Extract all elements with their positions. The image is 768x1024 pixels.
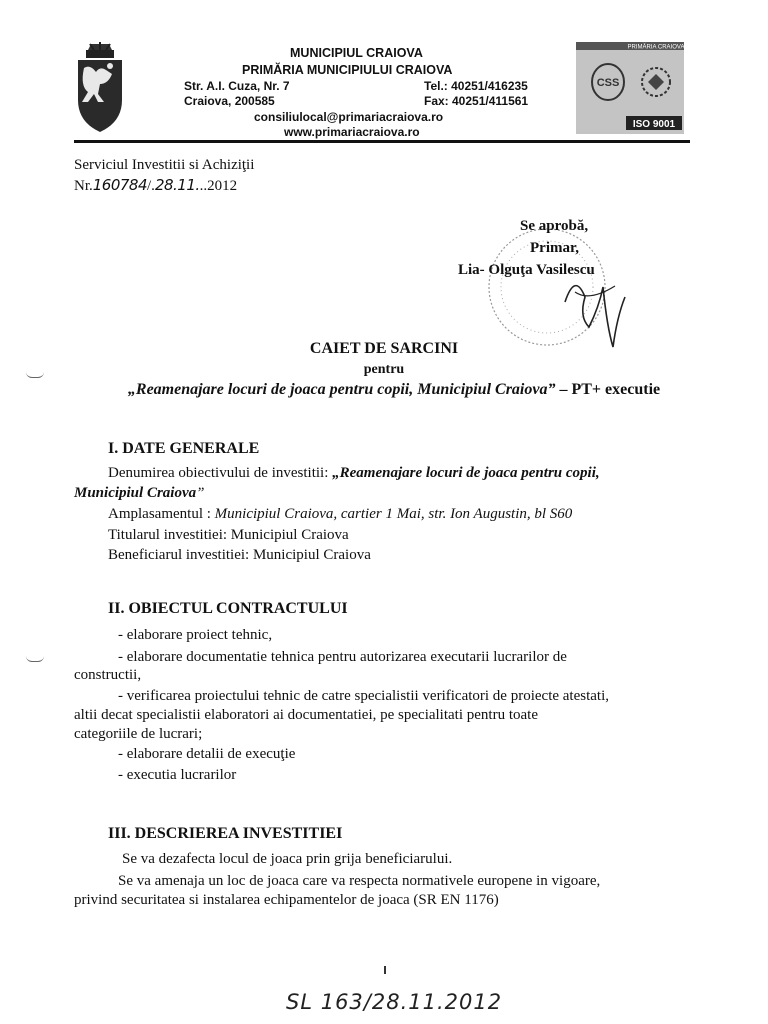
municipality-name: MUNICIPIUL CRAIOVA [290, 46, 423, 60]
contract-item: - verificarea proiectului tehnic de catre specialistii verificatori de proiecte atestati, [118, 688, 610, 704]
location-value: Municipiul Craiova, cartier 1 Mai, str. Ion Augustin, bl S60 [214, 506, 573, 522]
cert-top-label: PRIMĂRIA CRAIOVA [627, 44, 684, 51]
section-3-heading: III. DESCRIEREA INVESTITIEI [108, 825, 343, 842]
description-paragraph: Se va amenaja un loc de joaca care va respecta normativele europene in vigoare, [118, 873, 601, 889]
title-connector: pentru [363, 362, 405, 377]
objective-name-line: Denumirea obiectivului de investitii: „Reamenajare locuri de joaca pentru copii, [108, 465, 600, 481]
investment-beneficiary: Beneficiarul investitiei: Municipiul Craiova [108, 547, 371, 563]
fax: Fax: 40251/411561 [424, 94, 529, 108]
project-title [10, 381, 768, 399]
approver-name: Lia- Olguţa Vasilescu [458, 262, 595, 278]
city-postal-code: Craiova, 200585 [184, 94, 275, 108]
objective-name-continuation: Municipiul Craiova” [74, 485, 205, 501]
year: 2012 [207, 178, 238, 194]
contract-item-continuation: constructii, [74, 667, 142, 683]
page-mark [384, 966, 386, 974]
city-hall-name: PRIMĂRIA MUNICIPIULUI CRAIOVA [242, 63, 453, 77]
registration-number: Nr.160784/.28.11...2012 [74, 176, 238, 194]
telephone: Tel.: 40251/416235 [424, 79, 528, 93]
document-title: CAIET DE SARCINI [309, 340, 459, 357]
nr-prefix: Nr. [74, 178, 93, 194]
margin-mark [26, 656, 44, 662]
handwritten-registration-note: SL 163/28.11.2012 [286, 990, 503, 1014]
contract-item: - executia lucrarilor [118, 767, 237, 783]
location-line: Amplasamentul : Municipiul Craiova, cartier 1 Mai, str. Ion Augustin, bl S60 [108, 506, 573, 522]
contract-item: - elaborare proiect tehnic, [118, 627, 273, 643]
investment-holder: Titularul investitiei: Municipiul Craiova [108, 527, 349, 543]
approval-role: Primar, [530, 240, 580, 256]
handwritten-number: 160784 [92, 176, 148, 194]
project-name: „Reamenajare locuri de joaca pentru copii, Municipiul Craiova” [127, 381, 556, 398]
website-url: www.primariacraiova.ro [284, 125, 420, 139]
contract-item-continuation: altii decat specialistii elaboratori ai documentatiei, pe specialitati pentru toate [74, 707, 538, 723]
section-2-heading: II. OBIECTUL CONTRACTULUI [108, 600, 348, 617]
objective-name: „Reamenajare locuri de joaca pentru copii, [332, 465, 600, 481]
project-phase: – PT+ executie [555, 381, 661, 398]
email-address: consiliulocal@primariacraiova.ro [254, 110, 444, 124]
iso-label: ISO 9001 [632, 119, 676, 130]
svg-text:CSS: CSS [596, 77, 620, 89]
description-paragraph: Se va dezafecta locul de joaca prin grija beneficiarului. [122, 851, 453, 867]
description-continuation: privind securitatea si instalarea echipamentelor de joaca (SR EN 1176) [74, 892, 499, 908]
contract-item: - elaborare detalii de execuţie [118, 746, 296, 762]
approval-heading: Se aprobă, [520, 218, 589, 234]
contract-item: - elaborare documentatie tehnica pentru autorizarea executarii lucrarilor de [118, 649, 567, 665]
handwritten-date: 28.11. [154, 176, 200, 194]
street-address: Str. A.I. Cuza, Nr. 7 [184, 79, 290, 93]
section-1-heading: I. DATE GENERALE [108, 440, 260, 457]
iso-certification-logo [576, 42, 684, 134]
contract-item-continuation: categoriile de lucrari; [74, 726, 203, 742]
letterhead-divider [74, 140, 690, 143]
issuing-department: Serviciul Investitii si Achiziţii [74, 157, 255, 173]
craiova-coat-of-arms [74, 42, 126, 134]
